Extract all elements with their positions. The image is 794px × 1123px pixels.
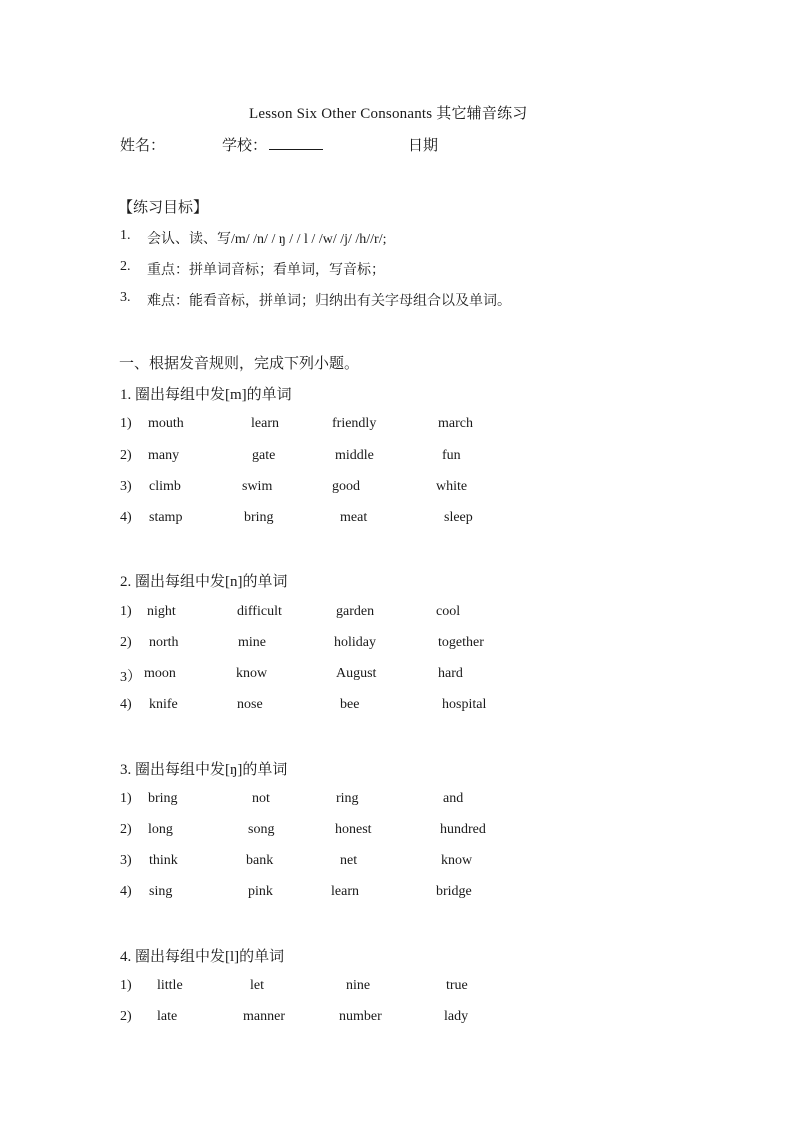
word-option[interactable]: meat xyxy=(340,510,368,525)
word-option[interactable]: holiday xyxy=(334,635,376,650)
word-option[interactable]: bring xyxy=(148,791,178,806)
word-option[interactable]: not xyxy=(252,791,270,806)
word-option[interactable]: pink xyxy=(248,884,273,899)
word-option[interactable]: many xyxy=(148,448,180,463)
word-option[interactable]: late xyxy=(157,1009,178,1024)
word-option[interactable]: difficult xyxy=(237,604,282,619)
word-option[interactable]: together xyxy=(438,635,484,650)
word-option[interactable]: and xyxy=(443,791,464,806)
word-option[interactable]: nose xyxy=(237,697,263,712)
word-option[interactable]: north xyxy=(149,635,179,650)
word-option[interactable]: bank xyxy=(246,853,274,868)
word-option[interactable]: stamp xyxy=(149,510,183,525)
school-blank[interactable] xyxy=(269,135,323,150)
section-heading: 一、根据发音规则，完成下列小题。 xyxy=(119,356,360,372)
word-option[interactable]: knife xyxy=(149,697,178,712)
word-option[interactable]: good xyxy=(332,479,360,494)
word-option[interactable]: long xyxy=(148,822,173,837)
word-option[interactable]: know xyxy=(441,853,473,868)
goal-num: 2. xyxy=(120,259,131,274)
word-option[interactable]: friendly xyxy=(332,416,377,431)
row-num: 1) xyxy=(120,978,132,993)
group-title: 4. 圈出每组中发[l]的单词 xyxy=(120,949,285,965)
row-num: 2) xyxy=(120,822,132,837)
word-option[interactable]: lady xyxy=(444,1009,469,1024)
word-option[interactable]: sleep xyxy=(444,510,473,525)
word-option[interactable]: August xyxy=(336,666,377,681)
goal-num: 3. xyxy=(120,290,131,305)
page-title: Lesson Six Other Consonants 其它辅音练习 xyxy=(249,106,528,122)
word-option[interactable]: true xyxy=(446,978,468,993)
row-num: 3） xyxy=(120,670,141,685)
row-num: 2) xyxy=(120,448,132,463)
word-option[interactable]: moon xyxy=(144,666,176,681)
word-option[interactable]: mouth xyxy=(148,416,184,431)
word-option[interactable]: let xyxy=(250,978,264,993)
word-option[interactable]: hard xyxy=(438,666,463,681)
word-option[interactable]: song xyxy=(248,822,275,837)
word-option[interactable]: bring xyxy=(244,510,274,525)
word-option[interactable]: garden xyxy=(336,604,375,619)
row-num: 4) xyxy=(120,510,132,525)
word-option[interactable]: bridge xyxy=(436,884,472,899)
word-option[interactable]: learn xyxy=(331,884,359,899)
goals-heading: 【练习目标】 xyxy=(118,200,209,216)
word-option[interactable]: sing xyxy=(149,884,173,899)
word-option[interactable]: march xyxy=(438,416,473,431)
goal-text: 重点：拼单词音标；看单词，写音标； xyxy=(147,263,385,278)
school-label: 学校： xyxy=(222,138,268,154)
row-num: 2) xyxy=(120,1009,132,1024)
word-option[interactable]: white xyxy=(436,479,468,494)
row-num: 4) xyxy=(120,884,132,899)
word-option[interactable]: swim xyxy=(242,479,273,494)
name-label: 姓名： xyxy=(120,138,166,154)
group-title: 1. 圈出每组中发[m]的单词 xyxy=(120,387,292,403)
row-num: 1) xyxy=(120,791,132,806)
word-option[interactable]: cool xyxy=(436,604,461,619)
word-option[interactable]: manner xyxy=(243,1009,285,1024)
word-option[interactable]: climb xyxy=(149,479,181,494)
school-field xyxy=(222,134,323,155)
row-num: 3) xyxy=(120,853,132,868)
word-option[interactable]: middle xyxy=(335,448,374,463)
word-option[interactable]: night xyxy=(147,604,176,619)
word-option[interactable]: fun xyxy=(442,448,461,463)
goal-num: 1. xyxy=(120,228,131,243)
row-num: 3) xyxy=(120,479,132,494)
goal-text: 难点：能看音标，拼单词；归纳出有关字母组合以及单词。 xyxy=(147,294,511,309)
word-option[interactable]: ring xyxy=(336,791,359,806)
word-option[interactable]: think xyxy=(149,853,178,868)
row-num: 2) xyxy=(120,635,132,650)
word-option[interactable]: hospital xyxy=(442,697,487,712)
row-num: 1) xyxy=(120,604,132,619)
group-title: 3. 圈出每组中发[ŋ]的单词 xyxy=(120,762,288,778)
row-num: 4) xyxy=(120,697,132,712)
word-option[interactable]: bee xyxy=(340,697,360,712)
word-option[interactable]: gate xyxy=(252,448,276,463)
word-option[interactable]: learn xyxy=(251,416,279,431)
word-option[interactable]: net xyxy=(340,853,358,868)
word-option[interactable]: nine xyxy=(346,978,371,993)
word-option[interactable]: little xyxy=(157,978,183,993)
row-num: 1) xyxy=(120,416,132,431)
word-option[interactable]: honest xyxy=(335,822,372,837)
group-title: 2. 圈出每组中发[n]的单词 xyxy=(120,574,288,590)
word-option[interactable]: hundred xyxy=(440,822,486,837)
date-label: 日期 xyxy=(408,138,439,154)
goal-text: 会认、读、写/m/ /n/ / ŋ / / l / /w/ /j/ /h//r/; xyxy=(147,232,387,247)
word-option[interactable]: know xyxy=(236,666,268,681)
word-option[interactable]: mine xyxy=(238,635,266,650)
word-option[interactable]: number xyxy=(339,1009,382,1024)
